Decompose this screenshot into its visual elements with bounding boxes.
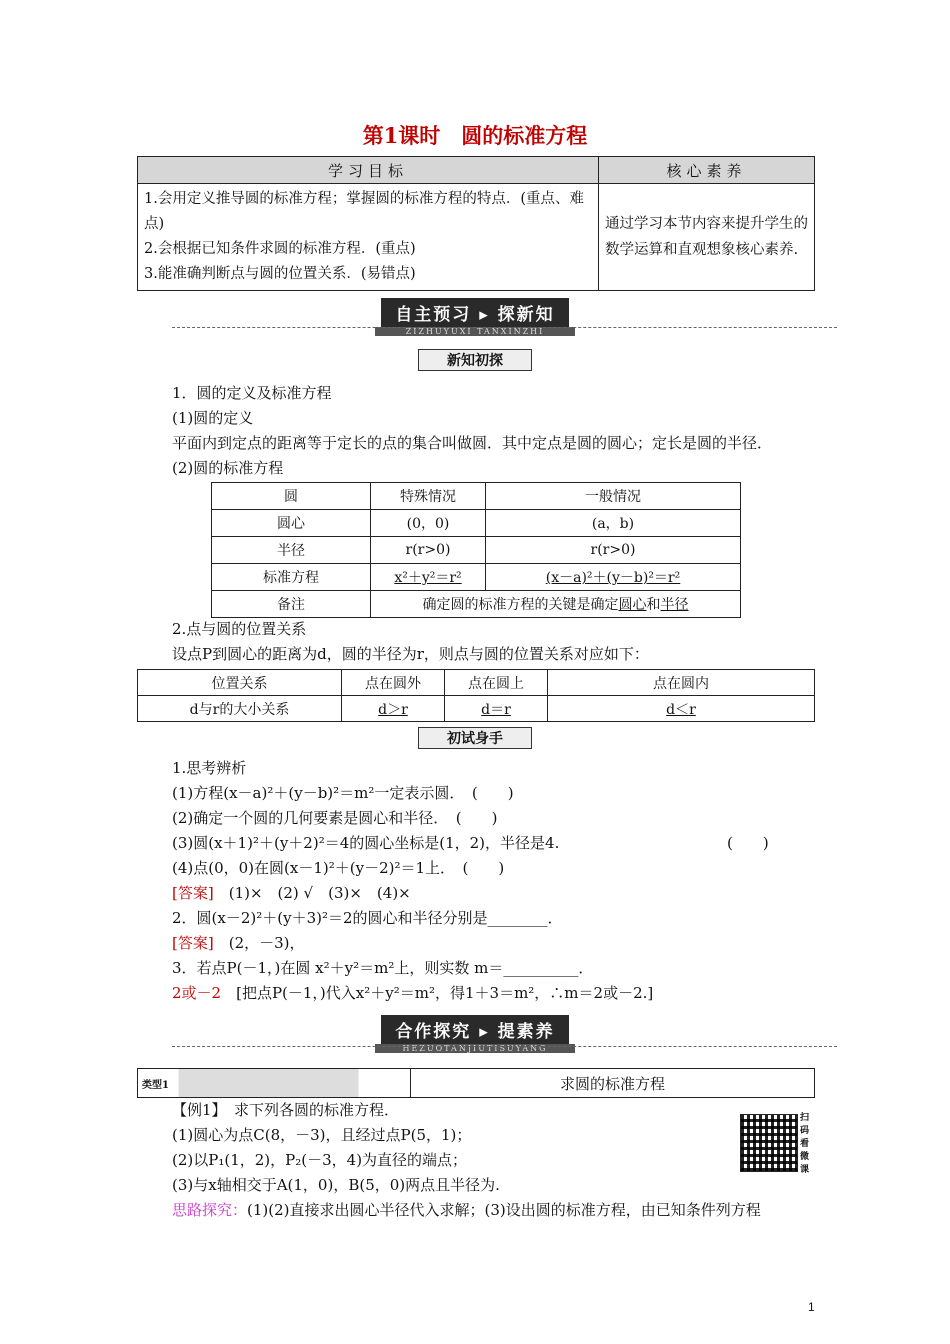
question: 3．若点P(－1，)在圆 x²＋y²＝m²上，则实数 m＝__________． (172, 959, 594, 977)
answer-value: 2或－2 (172, 984, 222, 1002)
question: (2)确定一个圆的几何要素是圆心和半径． ( ) (172, 809, 498, 827)
answer-text: (1)× (2) √ (3)× (4)× (213, 884, 411, 902)
standard-equation-table (211, 482, 741, 618)
row-label: d与r的大小关系 (138, 696, 342, 722)
divider (172, 1046, 837, 1047)
type-label: 类型1 (138, 1069, 411, 1098)
section-banner-explore (0, 1015, 950, 1053)
answer-label: [答案] (172, 884, 214, 902)
hint-line (172, 1199, 761, 1220)
question: 2．圆(x－2)²＋(y＋3)²＝2的圆心和半径分别是________． (172, 909, 563, 927)
example-item: (1)圆心为点C(8，－3)，且经过点P(5，1)； (172, 1126, 472, 1144)
equation: x²＋y²＝r² (394, 570, 462, 586)
answer-text: (2，－3)， (213, 934, 305, 952)
goal-item: 1.会用定义推导圆的标准方程；掌握圆的标准方程的特点．(重点、难点) (144, 191, 584, 232)
header-cell: 点在圆上 (445, 670, 548, 696)
goals-header-left: 学习目标 (138, 157, 599, 184)
goals-header-right: 核心素养 (599, 157, 815, 184)
goal-item: 2.会根据已知条件求圆的标准方程．(重点) (144, 241, 416, 257)
tag-new-knowledge (0, 349, 950, 371)
answer-paren: ( ) (727, 834, 769, 852)
answer-line (172, 932, 305, 953)
answer-line (172, 982, 653, 1003)
divider (172, 327, 837, 328)
tag-label: 初试身手 (418, 727, 532, 749)
table-cell: r(r>0) (486, 537, 741, 564)
question: (1)方程(x－a)²＋(y－b)²＝m²一定表示圆． ( ) (172, 784, 514, 802)
banner-subtitle: HEZUOTANJIUTISUYANG (375, 1044, 575, 1053)
section-heading: 2.点与圆的位置关系 (172, 620, 307, 638)
header-cell: 特殊情况 (371, 483, 486, 510)
page-number: 1 (808, 1300, 815, 1314)
type-table (137, 1068, 815, 1098)
table-cell (445, 696, 548, 722)
goals-list (138, 184, 599, 291)
header-cell: 点在圆内 (548, 670, 815, 696)
table-cell: 备注 (212, 591, 371, 618)
practice-heading: 1.思考辨析 (172, 759, 247, 777)
table-cell (342, 696, 445, 722)
table-cell (548, 696, 815, 722)
example-heading: 【例1】 求下列各圆的标准方程． (172, 1101, 400, 1119)
equation: (x－a)²＋(y－b)²＝r² (545, 570, 681, 586)
note-blank: 半径 (660, 597, 689, 613)
type-title: 求圆的标准方程 (411, 1069, 815, 1098)
position-relation-table (137, 669, 815, 722)
banner-subtitle: ZIZHUYUXI TANXINZHI (375, 327, 575, 336)
example-item: (2)以P₁(1，2)，P₂(－3，4)为直径的端点； (172, 1151, 468, 1169)
header-cell: 点在圆外 (342, 670, 445, 696)
section-heading: 1．圆的定义及标准方程 (172, 384, 332, 402)
example-item: (3)与x轴相交于A(1，0)，B(5，0)两点且半径为. (172, 1176, 500, 1194)
relation-value: d＜r (666, 701, 696, 718)
question: (3)圆(x＋1)²＋(y＋2)²＝4的圆心坐标是(1，2)，半径是4. (172, 834, 560, 852)
goal-item: 3.能准确判断点与圆的位置关系．(易错点) (144, 266, 416, 282)
table-cell: 标准方程 (212, 564, 371, 591)
answer-label: [答案] (172, 934, 214, 952)
table-cell: (a，b) (486, 510, 741, 537)
question: (4)点(0，0)在圆(x－1)²＋(y－2)²＝1上． ( ) (172, 859, 505, 877)
banner-title: 自主预习 ▸ 探新知 (381, 298, 568, 327)
definition-text: 平面内到定点的距离等于定长的点的集合叫做圆．其中定点是圆的圆心；定长是圆的半径． (172, 434, 773, 452)
note-text: 和 (646, 597, 661, 613)
goals-table (137, 156, 815, 291)
note-cell (371, 591, 741, 618)
core-literacy: 通过学习本节内容来提升学生的数学运算和直观想象核心素养. (599, 184, 815, 291)
page-title: 第1课时 圆的标准方程 (362, 123, 588, 148)
table-cell: r(r>0) (371, 537, 486, 564)
subheading: (2)圆的标准方程 (172, 459, 284, 477)
relation-value: d＝r (481, 701, 511, 718)
tag-practice (0, 727, 950, 749)
qr-label: 扫码看微课 (800, 1113, 810, 1175)
qr-code-icon[interactable] (740, 1114, 798, 1172)
tag-label: 新知初探 (418, 349, 532, 371)
note-text: 确定圆的标准方程的关键是确定 (422, 597, 619, 613)
header-cell: 位置关系 (138, 670, 342, 696)
section-banner-preview (0, 298, 950, 336)
banner-title: 合作探究 ▸ 提素养 (381, 1015, 568, 1044)
hint-label: 思路探究： (172, 1201, 248, 1219)
answer-line (172, 882, 411, 903)
answer-explanation: [把点P(－1，)代入x²＋y²＝m²，得1＋3＝m²，∴m＝2或－2.] (221, 984, 654, 1002)
table-cell: 半径 (212, 537, 371, 564)
header-cell: 圆 (212, 483, 371, 510)
relation-value: d＞r (378, 701, 408, 718)
note-blank: 圆心 (618, 597, 647, 613)
table-cell (371, 564, 486, 591)
hint-text: (1)(2)直接求出圆心半径代入求解；(3)设出圆的标准方程，由已知条件列方程 (247, 1201, 761, 1219)
table-cell: (0，0) (371, 510, 486, 537)
table-cell: 圆心 (212, 510, 371, 537)
table-cell (486, 564, 741, 591)
description-text: 设点P到圆心的距离为d，圆的半径为r，则点与圆的位置关系对应如下： (172, 645, 649, 663)
subheading: (1)圆的定义 (172, 409, 254, 427)
header-cell: 一般情况 (486, 483, 741, 510)
